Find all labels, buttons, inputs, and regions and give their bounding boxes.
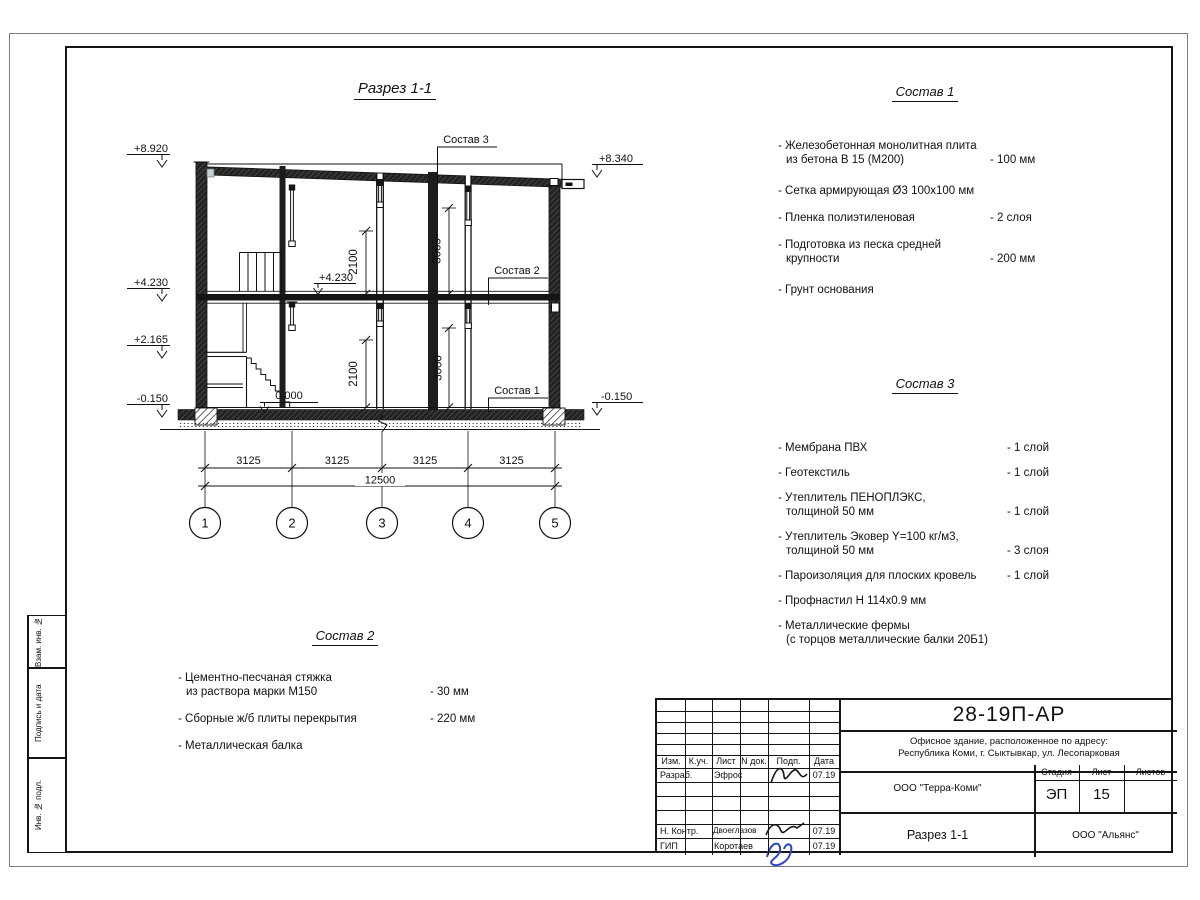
elev-2165: +2.165: [134, 334, 168, 346]
tb-nkontr-name: Двоеглазов: [713, 826, 757, 835]
stamp-vzam: Взам. инв. №: [27, 615, 67, 669]
title-block: [655, 698, 1173, 853]
list-item: - Подготовка из песка средней крупности - 200 мм: [778, 239, 1036, 265]
dim-2100-lower: 2100: [348, 361, 360, 387]
sostav1-heading: Состав 1: [860, 84, 990, 102]
dim-2100-upper: 2100: [348, 249, 360, 275]
tb-right-area: [839, 700, 1177, 855]
tb-gip-date: 07.19: [812, 841, 836, 851]
list-item: - Пленка полиэтиленовая - 2 слоя: [778, 212, 1032, 224]
sheet-value: 15: [1079, 780, 1125, 812]
list-item: - Геотекстиль - 1 слой: [778, 467, 1050, 479]
dim-3125-4: 3125: [499, 455, 524, 467]
tb-header-ndok: N док.: [741, 756, 767, 766]
roof-slab: [196, 164, 584, 189]
tb-gip-label: ГИП: [660, 841, 678, 851]
organization-2: ООО "Альянс": [1034, 812, 1177, 857]
elev-4230-interior: +4.230: [319, 272, 353, 284]
dim-3125-3: 3125: [412, 455, 438, 467]
list-item: - Профнастил Н 114х0.9 мм: [778, 595, 927, 607]
elev-0000: 0.000: [275, 390, 303, 402]
callout-sostav2: Состав 2: [494, 265, 540, 277]
ground-slab: [160, 408, 600, 432]
callout-sostav3: Состав 3: [443, 134, 489, 146]
list-item: - Пароизоляция для плоских кровель - 1 слой: [778, 570, 1050, 582]
list-item: - Сборные ж/б плиты перекрытия - 220 мм: [178, 713, 476, 725]
tb-razrab-name: Эфрос: [714, 770, 743, 780]
elev-minus0150-left: -0.150: [136, 393, 168, 405]
axis-4: 4: [464, 515, 472, 531]
sostav3-list: [778, 441, 1088, 660]
dim-3000: 3000: [432, 355, 445, 381]
callout-sostav1: Состав 1: [494, 385, 540, 397]
axis-1: 1: [201, 515, 209, 531]
tb-header-data: Дата: [814, 756, 834, 766]
tb-gip-name: Коротаев: [714, 841, 753, 851]
tb-razrab-date: 07.19: [812, 770, 836, 780]
sostav3-heading: Состав 3: [860, 376, 990, 394]
sheets-label: Листов: [1124, 765, 1177, 781]
list-item: - Грунт основания: [778, 284, 874, 296]
bottom-dimensions: [198, 431, 562, 507]
list-item: - Утеплитель Эковер Y=100 кг/м3, толщиной 50 мм - 3 слоя: [778, 531, 1049, 557]
list-item: - Железобетонная монолитная плита из бетона В 15 (М200) - 100 мм: [778, 140, 1036, 166]
list-item: - Металлическая балка: [178, 740, 303, 752]
axis-3: 3: [378, 515, 386, 531]
elevation-marks-right: [592, 165, 643, 416]
list-item: - Мембрана ПВХ - 1 слой: [778, 442, 1050, 454]
dim-12500: 12500: [364, 474, 396, 487]
list-item: - Утеплитель ПЕНОПЛЭКС, толщиной 50 мм - 1 слой: [778, 492, 1050, 518]
stamp-inv: Инв. № подл.: [27, 757, 67, 853]
elev-minus0150-right: -0.150: [601, 391, 633, 403]
drawing-title: Разрез 1-1: [330, 80, 460, 100]
list-item: - Металлические фермы (с торцов металлические балки 20Б1): [778, 620, 988, 646]
view-name: Разрез 1-1: [841, 812, 1036, 857]
tb-razrab-label: Разраб.: [660, 770, 693, 780]
sostav2-list: [178, 671, 498, 766]
tb-nkontr-label: Н. Контр.: [660, 826, 699, 836]
project-code: 28-19П-АР: [841, 700, 1177, 732]
tb-header-podp: Подп.: [776, 756, 801, 766]
tb-header-izm: Изм.: [661, 756, 681, 766]
sheets-value: [1124, 780, 1177, 812]
dim-3125-1: 3125: [236, 455, 261, 467]
axis-2: 2: [288, 515, 296, 531]
axis-5: 5: [551, 515, 559, 531]
stage-value: ЭП: [1034, 780, 1080, 812]
elev-8340: +8.340: [599, 153, 633, 165]
elev-4230-left: +4.230: [134, 277, 168, 289]
tb-header-list: Лист: [716, 756, 736, 766]
sostav2-heading: Состав 2: [280, 628, 410, 646]
list-item: - Цементно-песчаная стяжка из раствора марки М150 - 30 мм: [178, 672, 469, 698]
project-address: Офисное здание, расположенное по адресу: Республика Коми, г. Сыктывкар, ул. Лесопарковая: [841, 730, 1177, 773]
stamp-podpis: Подпись и дата: [27, 667, 67, 759]
steel-hangers: [287, 179, 560, 331]
dim-3125-2: 3125: [324, 455, 350, 467]
elev-8920: +8.920: [134, 143, 168, 155]
callout-leaders: [437, 147, 548, 412]
list-item: - Сетка армирующая Ø3 100х100 мм: [778, 185, 975, 197]
tb-header-kuch: К.уч.: [688, 756, 709, 766]
organization: ООО "Терра-Коми": [841, 765, 1036, 812]
sheet-label: Лист: [1079, 765, 1125, 781]
sostav1-list: [778, 139, 1078, 310]
tb-nkontr-date: 07.19: [812, 826, 836, 836]
staircase: [207, 253, 290, 408]
dim-3065: 3065: [431, 238, 444, 264]
stage-label: Стадия: [1034, 765, 1080, 781]
